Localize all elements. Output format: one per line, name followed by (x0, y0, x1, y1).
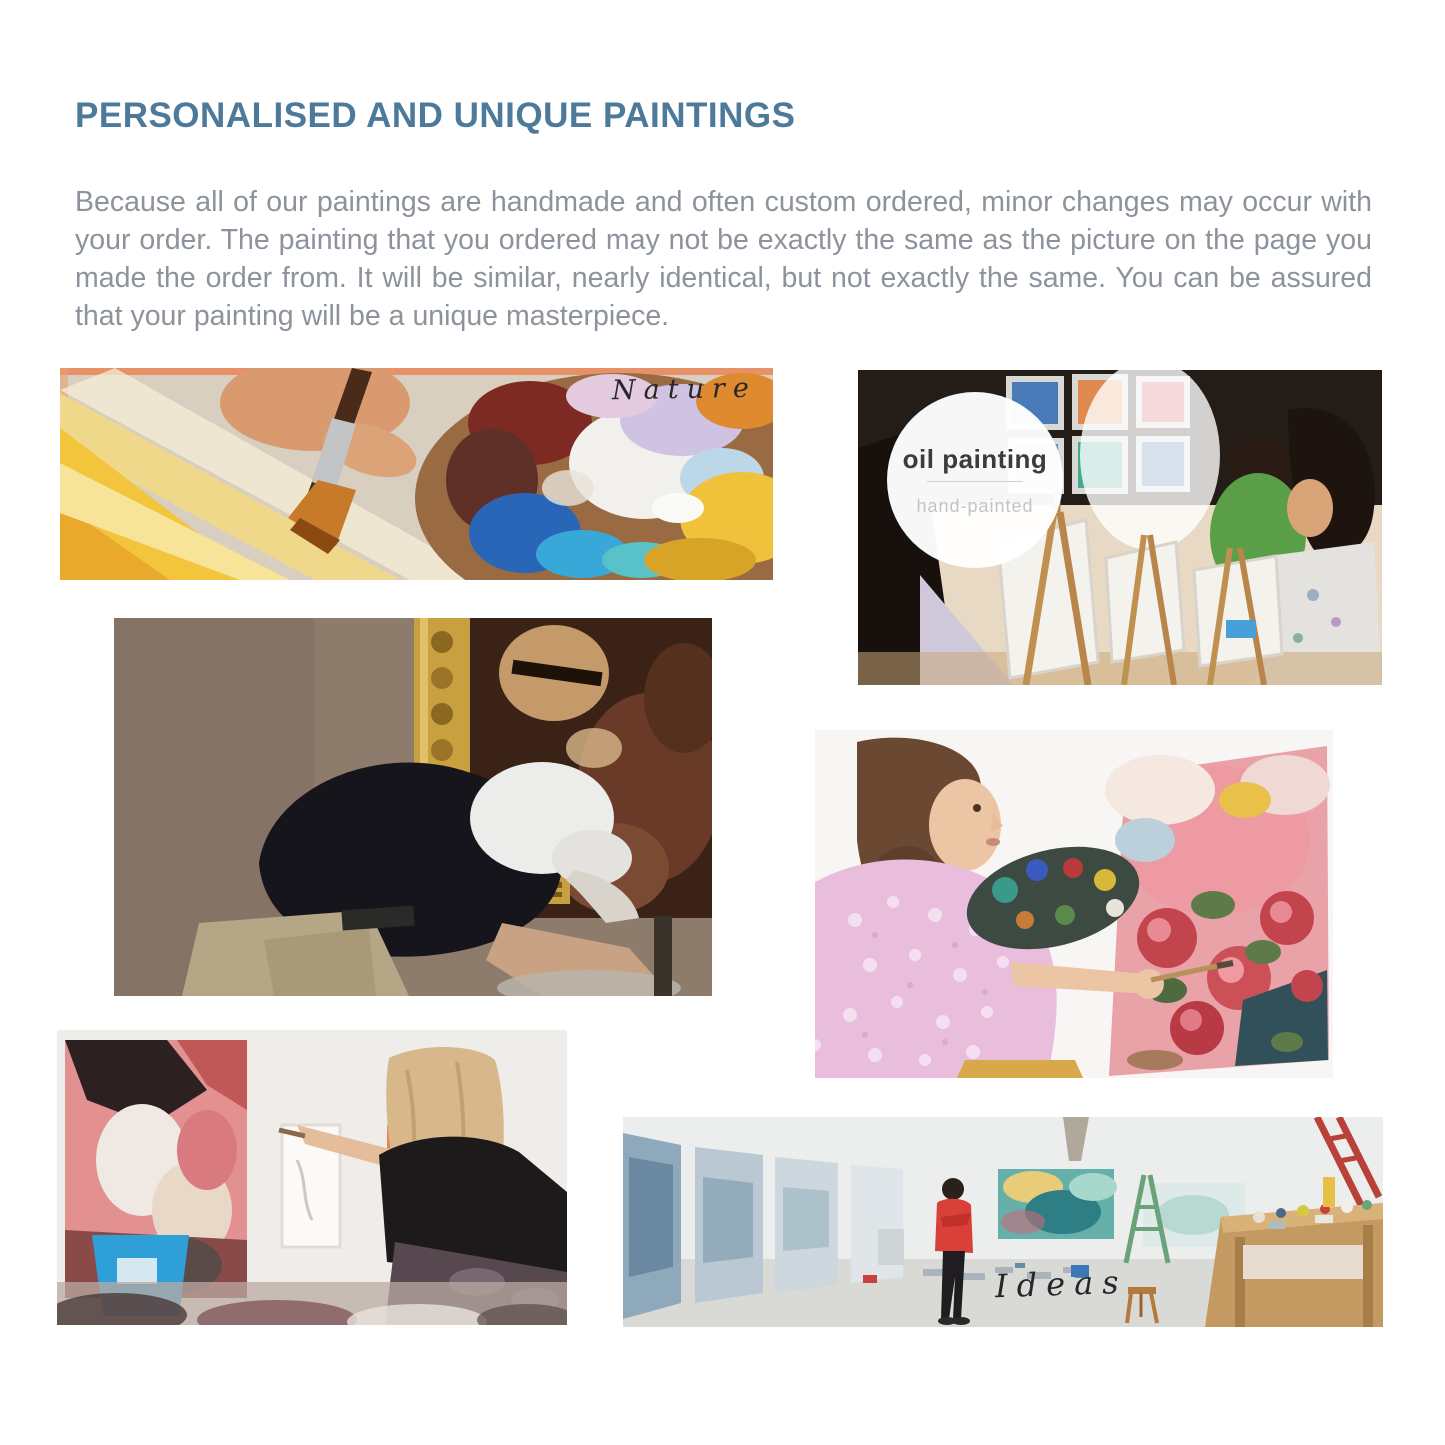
page-title: PERSONALISED AND UNIQUE PAINTINGS (75, 96, 796, 135)
intro-paragraph: Because all of our paintings are handmade and often custom ordered, minor changes may occur with your order. The painting that you ordered may not be exactly the same as the picture on the page you made the order from. It will be similar, nearly identical, but not exactly the same. You can be assured that your painting will be a unique masterpiece. (75, 186, 1372, 332)
oil-painting-badge (887, 392, 1063, 568)
woman-painting-roses-graphic (815, 730, 1333, 1078)
photo-gallery-studio (623, 1117, 1383, 1327)
photo-studio-painter (57, 1030, 567, 1325)
photo-paint-palette (60, 368, 773, 580)
artist-at-work-graphic (114, 618, 712, 996)
badge-title: oil painting (902, 443, 1048, 474)
photo-painting-class (858, 370, 1382, 685)
ideas-handwritten-label: Ideas (994, 1262, 1129, 1306)
badge-divider (927, 481, 1023, 482)
photo-artist-at-work (114, 618, 712, 996)
badge-subtitle: hand-painted (916, 495, 1034, 516)
nature-handwritten-label: Nature (611, 372, 758, 407)
photo-woman-painting-roses (815, 730, 1333, 1078)
studio-painter-graphic (57, 1030, 567, 1325)
